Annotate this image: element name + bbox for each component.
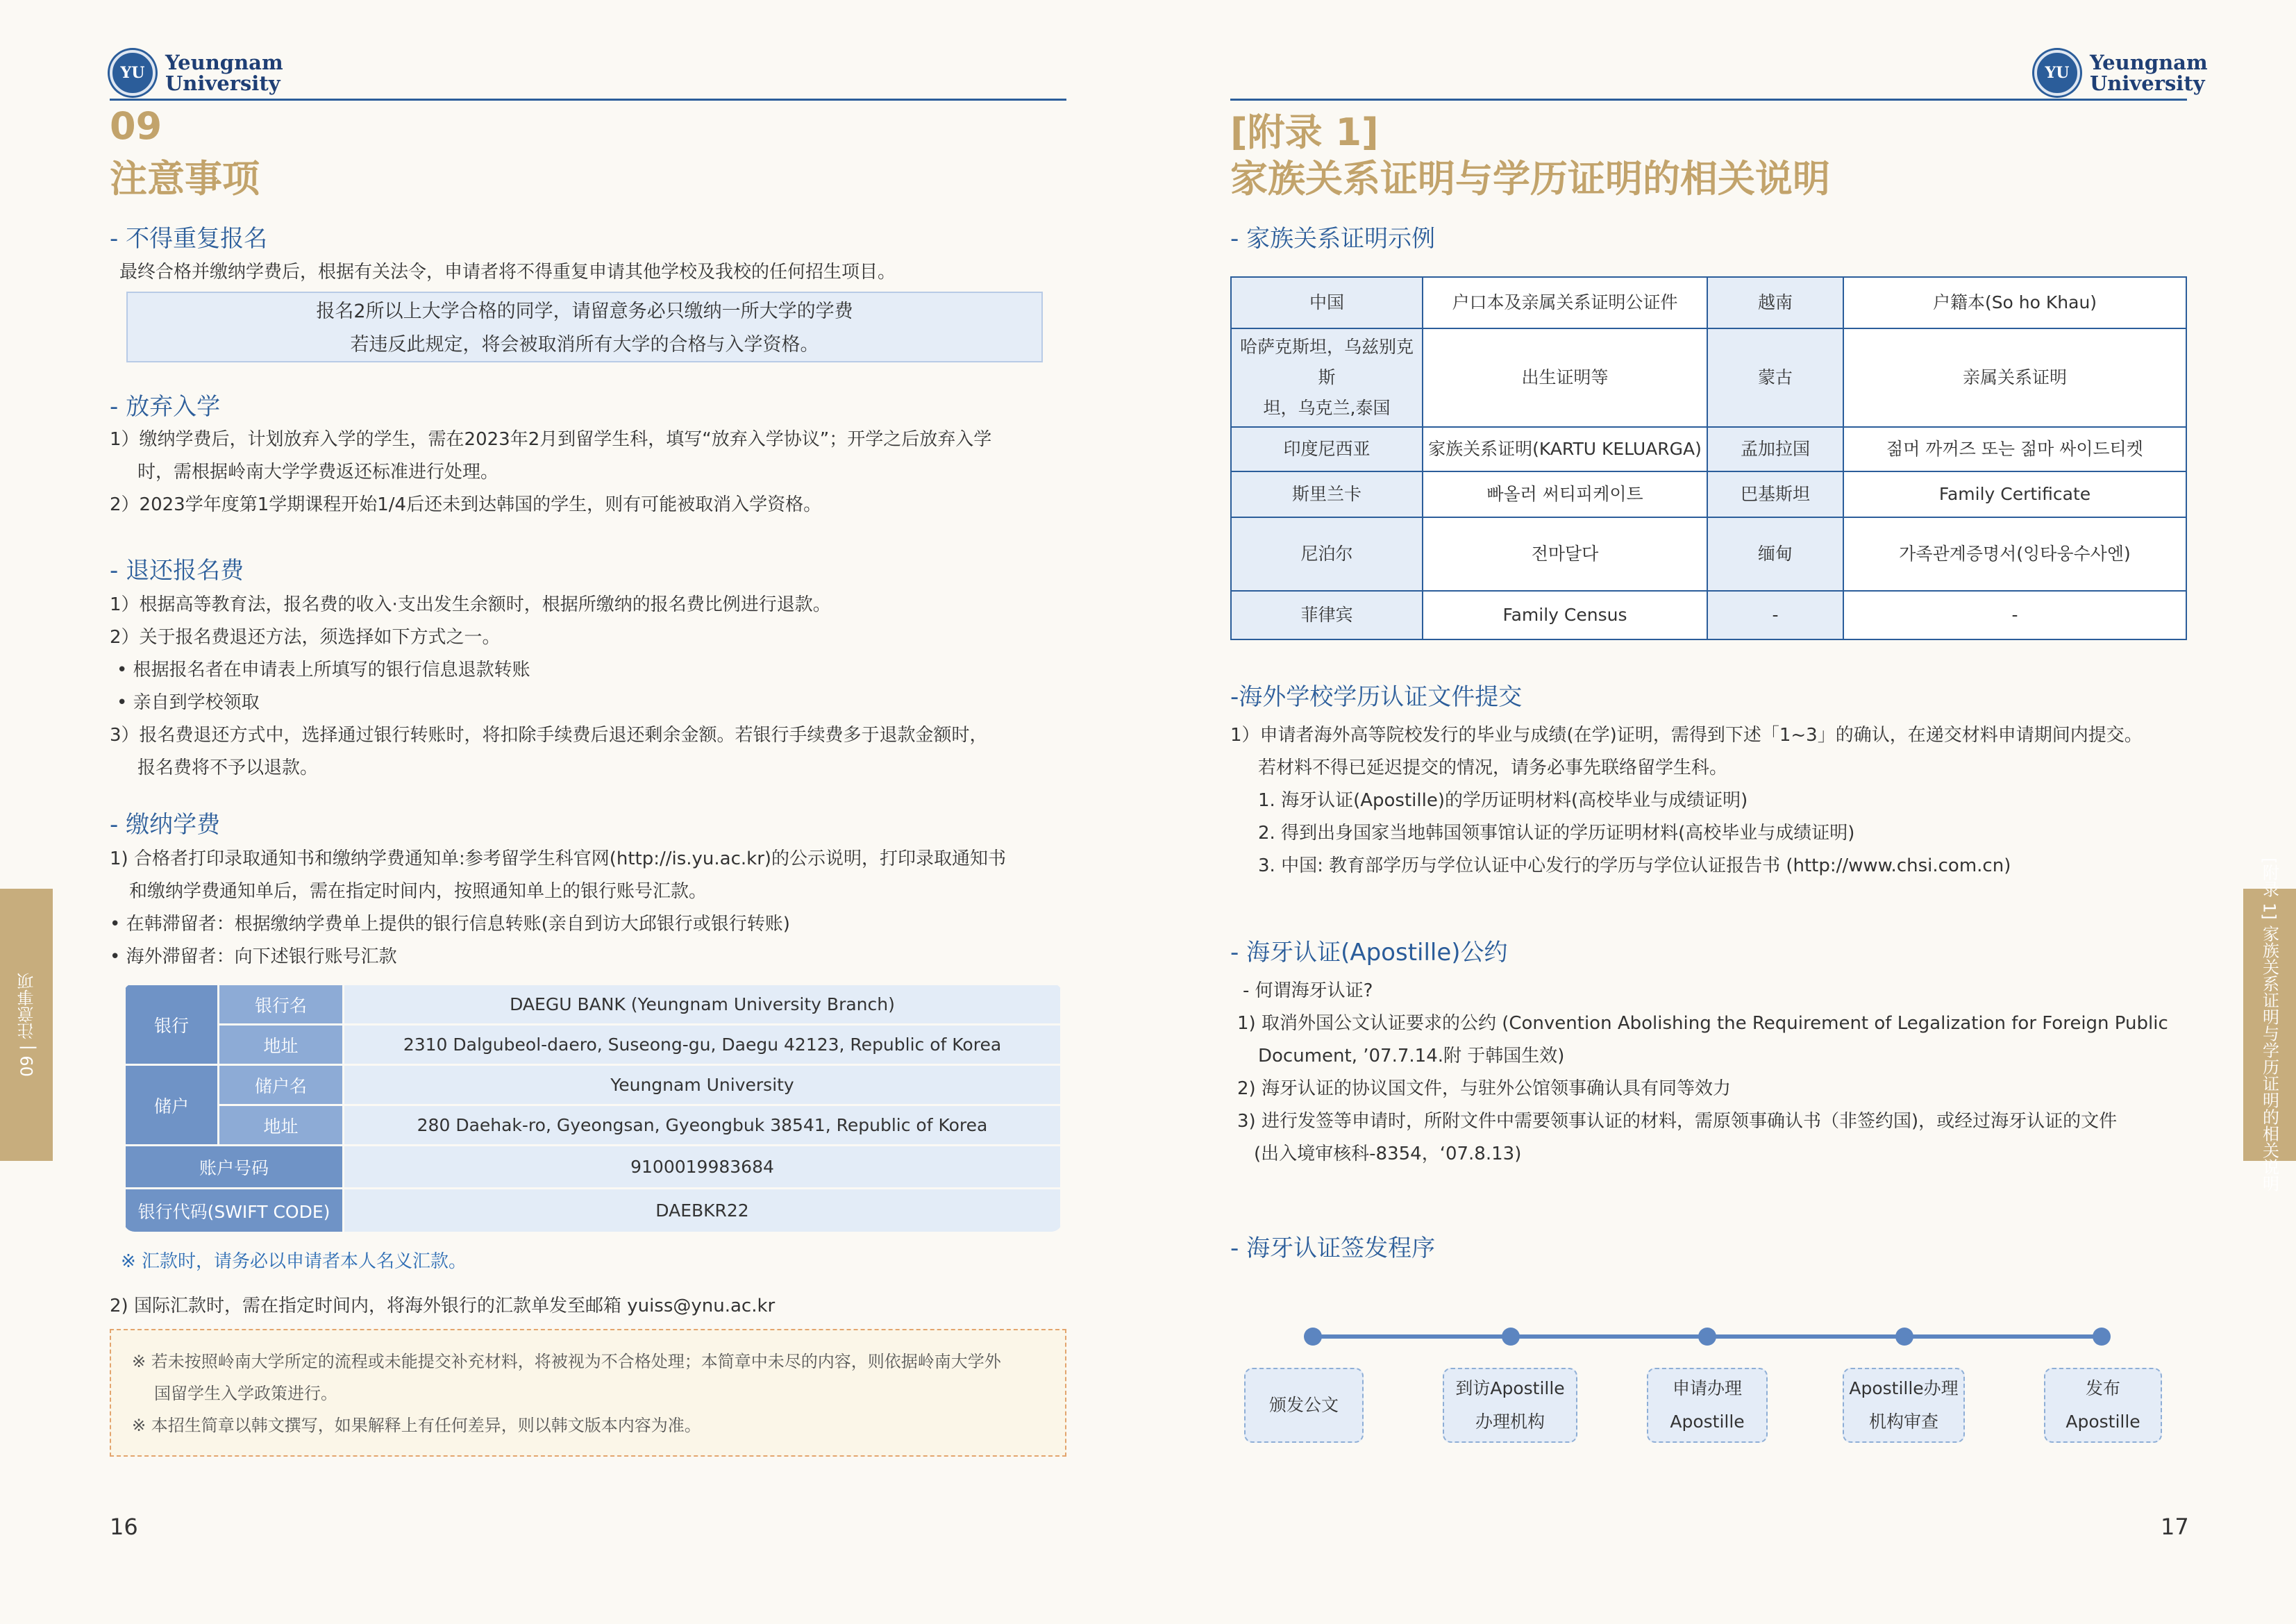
tuition-line1: 1) 合格者打印录取通知书和缴纳学费通知单:参考留学生科官网(http://is.yu.ac.kr)的公示说明，打印录取通知书: [110, 848, 1007, 869]
process-step: [2044, 1368, 2162, 1443]
tuition-line2: 和缴纳学费通知单后，需在指定时间内，按照通知单上的银行账号汇款。: [129, 881, 707, 902]
document-cell: Family Certificate: [1843, 471, 2186, 517]
country-cell: 中国: [1231, 277, 1423, 328]
logo-line1: Yeungnam: [2090, 51, 2208, 74]
section-title-tuition: - 缴纳学费: [110, 811, 221, 839]
process-step: [1843, 1368, 1965, 1443]
university-emblem-icon: YU: [2034, 50, 2080, 96]
bank-name-value: DAEGU BANK (Yeungnam University Branch): [344, 985, 1062, 1025]
step-label: 发布: [2085, 1378, 2120, 1398]
apostille-line1: - 何谓海牙认证?: [1243, 980, 1373, 1001]
step-label: 机构审查: [1868, 1412, 1938, 1432]
disclaimer-box: [110, 1329, 1066, 1457]
degree-line2: 若材料不得已延迟提交的情况，请务必事先联络留学生科。: [1258, 757, 1728, 778]
country-cell: 巴基斯坦: [1707, 471, 1843, 517]
bank-address-value: 2310 Dalgubeol-daero, Suseong-gu, Daegu 42123, Republic of Korea: [344, 1025, 1062, 1065]
step-label: Apostille办理: [1849, 1378, 1959, 1398]
country-cell: 菲律宾: [1231, 591, 1423, 639]
country-cell: 缅甸: [1707, 517, 1843, 591]
process-step: [1647, 1368, 1768, 1443]
section-text-tuition: [110, 843, 1006, 973]
apostille-line6: (出入境审核科-8354，‘07.8.13): [1254, 1144, 1522, 1164]
country-cell: 孟加拉国: [1707, 427, 1843, 471]
account-number-value: 9100019983684: [344, 1146, 1062, 1189]
refund-line2: 2）关于报名费退还方法，须选择如下方式之一。: [110, 627, 501, 648]
degree-line4: 2. 得到出身国家当地韩国领事馆认证的学历证明材料(高校毕业与成绩证明): [1258, 823, 1855, 844]
process-step: [1244, 1368, 1364, 1443]
withdraw-line2: 时，需根据岭南大学学费返还标准进行处理。: [137, 462, 499, 483]
document-cell: 젊머 까꺼즈 또는 젊마 싸이드티켓: [1843, 427, 2186, 471]
step-label: 办理机构: [1475, 1412, 1545, 1432]
account-number-label: 账户号码: [125, 1146, 344, 1189]
tuition-line3: • 在韩滞留者：根据缴纳学费单上提供的银行信息转账(亲自到访大邱银行或银行转账): [110, 914, 790, 935]
bank-info-table: [124, 983, 1062, 1232]
logo-line2: University: [2090, 72, 2205, 95]
header-divider: [110, 99, 1066, 101]
document-cell: 家族关系证明(KARTU KELUARGA): [1423, 427, 1707, 471]
document-cell: 出生证明等: [1423, 328, 1707, 427]
refund-line4: • 亲自到学校领取: [117, 692, 260, 713]
degree-line3: 1. 海牙认证(Apostille)的学历证明材料(高校毕业与成绩证明): [1258, 790, 1748, 811]
step-label: 申请办理: [1672, 1378, 1742, 1398]
university-logo: [110, 50, 283, 96]
withdraw-line3: 2）2023学年度第1学期课程开始1/4后还未到达韩国的学生，则有可能被取消入学资格。: [110, 494, 822, 515]
step-label: Apostille: [1670, 1412, 1745, 1432]
tuition-line4: • 海外滞留者：向下述银行账号汇款: [110, 946, 397, 967]
disclaimer-line2: 国留学生入学政策进行。: [154, 1384, 337, 1403]
step-label: 到访Apostille: [1455, 1378, 1565, 1398]
apostille-line5: 3) 进行发签等申请时，所附文件中需要领事认证的材料，需原领事确认书（非签约国)，或经过海牙认证的文件: [1237, 1111, 2118, 1132]
notice-line1: 报名2所以上大学合格的同学，请留意务必只缴纳一所大学的学费: [316, 301, 853, 322]
bank-group-label: 银行: [125, 985, 219, 1065]
country-cell: 蒙古: [1707, 328, 1843, 427]
refund-line5: 3）报名费退还方式中，选择通过银行转账时，将扣除手续费后退还剩余金额。若银行手续费多于退款金额时，: [110, 725, 988, 746]
swift-code-value: DAEBKR22: [344, 1189, 1062, 1232]
page-number: 16: [110, 1514, 138, 1540]
chapter-title: 注意事项: [110, 157, 260, 201]
degree-line1: 1）申请者海外高等院校发行的毕业与成绩(在学)证明，需得到下述「1~3」的确认，在递交材料申请期间内提交。: [1230, 725, 2143, 746]
process-dot: [1304, 1328, 1322, 1346]
logo-line2: University: [165, 72, 280, 95]
header-divider: [1230, 99, 2187, 101]
refund-line1: 1）根据高等教育法，报名费的收入·支出发生余额时，根据所缴纳的报名费比例进行退款。: [110, 594, 831, 615]
country-cell: 印度尼西亚: [1231, 427, 1423, 471]
country-cell: -: [1707, 591, 1843, 639]
document-cell: 빠올러 써티피케이트: [1423, 471, 1707, 517]
step-label: 颁发公文: [1268, 1395, 1339, 1415]
holder-address-label: 地址: [219, 1105, 344, 1146]
document-cell: 亲属关系证明: [1843, 328, 2186, 427]
page-number: 17: [2161, 1514, 2189, 1540]
refund-line3: • 根据报名者在申请表上所填写的银行信息退款转账: [117, 660, 530, 680]
country-cell: 尼泊尔: [1231, 517, 1423, 591]
section-text-degree-cert: [1230, 719, 2143, 882]
side-tab-label: [附录 1] 家族关系证明与学历证明的相关说明: [2259, 857, 2279, 1192]
university-emblem-icon: YU: [110, 50, 156, 96]
country-cell: 斯里兰卡: [1231, 471, 1423, 517]
intl-remittance-text: 2) 国际汇款时，需在指定时间内，将海外银行的汇款单发至邮箱 yuiss@ynu.ac.kr: [110, 1296, 776, 1316]
side-tab-label: 09 | 注意事项: [17, 973, 37, 1077]
remittance-note: ※ 汇款时，请务必以申请者本人名义汇款。: [121, 1251, 467, 1272]
section-title-procedure: - 海牙认证签发程序: [1230, 1234, 1436, 1262]
bank-address-label: 地址: [219, 1025, 344, 1065]
degree-line5: 3. 中国: 教育部学历与学位认证中心发行的学历与学位认证报告书 (http://www.chsi.com.cn): [1258, 855, 2011, 876]
process-dot: [2093, 1328, 2111, 1346]
bank-name-label: 银行名: [219, 985, 344, 1025]
swift-code-label: 银行代码(SWIFT CODE): [125, 1189, 344, 1232]
document-cell: -: [1843, 591, 2186, 639]
holder-group-label: 储户: [125, 1065, 219, 1146]
document-cell: 户籍本(So ho Khau): [1843, 277, 2186, 328]
notice-line2: 若违反此规定，将会被取消所有大学的合格与入学资格。: [350, 334, 819, 355]
apostille-line3: Document, ’07.7.14.附 于韩国生效): [1258, 1046, 1565, 1066]
chapter-side-tab: [0, 889, 53, 1161]
holder-name-value: Yeungnam University: [344, 1065, 1062, 1105]
section-title-refund: - 退还报名费: [110, 557, 244, 585]
document-cell: 가족관계증명서(잉타웅수사엔): [1843, 517, 2186, 591]
appendix-title: 家族关系证明与学历证明的相关说明: [1230, 157, 1830, 201]
holder-address-value: 280 Daehak-ro, Gyeongsan, Gyeongbuk 38541, Republic of Korea: [344, 1105, 1062, 1146]
right-page: [1148, 0, 2296, 1624]
notice-box: [126, 292, 1043, 362]
section-title-degree-cert: -海外学校学历认证文件提交: [1230, 683, 1523, 711]
apostille-line4: 2) 海牙认证的协议国文件，与驻外公馆领事确认具有同等效力: [1237, 1078, 1731, 1099]
refund-line6: 报名费将不予以退款。: [137, 757, 319, 778]
process-dot: [1698, 1328, 1716, 1346]
process-step: [1443, 1368, 1577, 1443]
section-text-apostille: [1237, 975, 2168, 1171]
document-cell: Family Census: [1423, 591, 1707, 639]
process-dot: [1502, 1328, 1520, 1346]
section-text-refund: [110, 589, 988, 785]
holder-name-label: 储户名: [219, 1065, 344, 1105]
process-dot: [1895, 1328, 1913, 1346]
appendix-side-tab: [2243, 857, 2296, 1192]
withdraw-line1: 1）缴纳学费后，计划放弃入学的学生，需在2023年2月到留学生科，填写“放弃入学协议”；开学之后放弃入学: [110, 429, 992, 450]
country-cell: 越南: [1707, 277, 1843, 328]
section-title-family-cert: - 家族关系证明示例: [1230, 225, 1436, 253]
step-label: Apostille: [2065, 1412, 2140, 1432]
section-text-withdraw: [110, 424, 991, 521]
document-cell: 전마달다: [1423, 517, 1707, 591]
family-cert-table: [1230, 276, 2187, 625]
document-cell: 户口本及亲属关系证明公证件: [1423, 277, 1707, 328]
apostille-line2: 1) 取消外国公文认证要求的公约 (Convention Abolishing the Requirement of Legalization for Foreign Public: [1237, 1013, 2168, 1034]
logo-line1: Yeungnam: [165, 51, 283, 74]
section-title-apostille: - 海牙认证(Apostille)公约: [1230, 939, 1508, 966]
section-title-no-duplicate: - 不得重复报名: [110, 225, 268, 253]
chapter-number: 09: [110, 104, 162, 148]
section-text-no-duplicate: 最终合格并缴纳学费后，根据有关法令，申请者将不得重复申请其他学校及我校的任何招生项目。: [119, 262, 896, 283]
disclaimer-line3: ※ 本招生简章以韩文撰写，如果解释上有任何差异，则以韩文版本内容为准。: [132, 1416, 701, 1435]
disclaimer-line1: ※ 若未按照岭南大学所定的流程或未能提交补充材料，将被视为不合格处理；本简章中未尽的内容，则依据岭南大学外: [132, 1352, 1001, 1371]
section-title-withdraw: - 放弃入学: [110, 393, 221, 421]
university-logo: [2034, 50, 2208, 96]
country-cell: 哈萨克斯坦，乌兹别克斯 坦，乌克兰,泰国: [1231, 328, 1423, 427]
appendix-label: [附录 1]: [1230, 110, 1379, 154]
